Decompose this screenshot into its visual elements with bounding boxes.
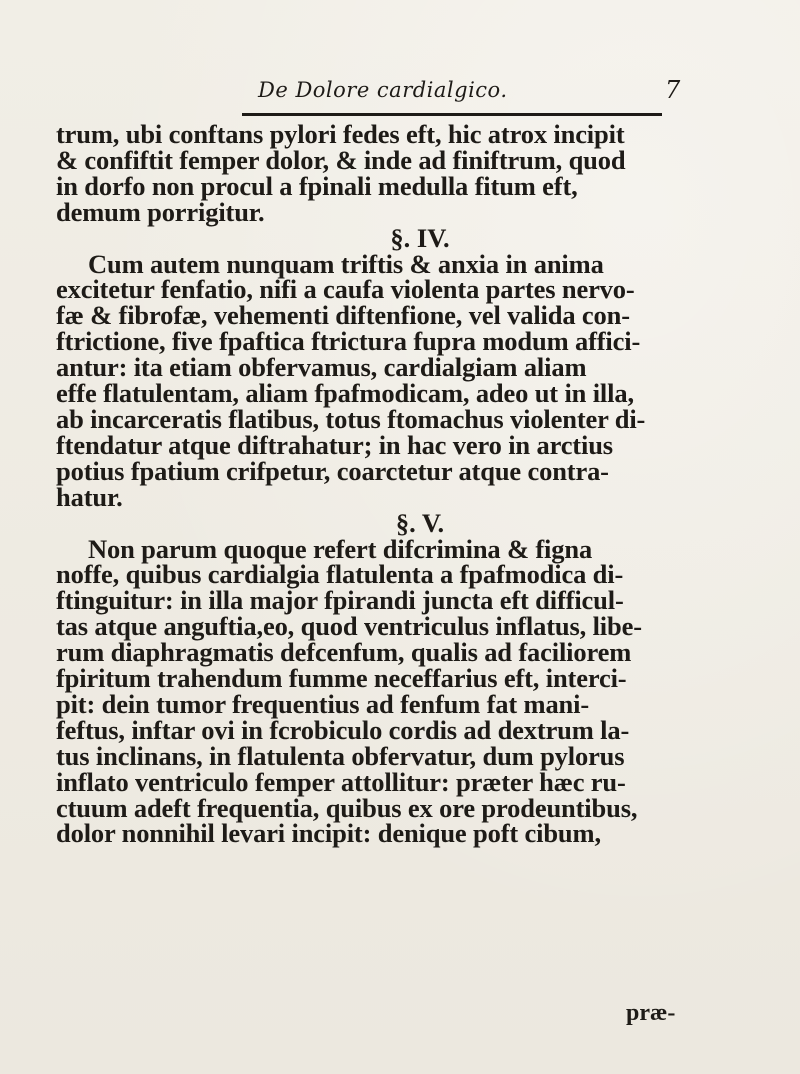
text-line: hatur. [56,481,123,512]
body-text [56,119,744,849]
text-line: potius fpatium crifpetur, coarctetur atque contra- [56,455,609,486]
page-header [0,78,800,108]
text-line: Cum autem nunquam triftis & anxia in anima [88,248,604,279]
text-line: fæ & fibrofæ, vehementi diftenfione, vel valida con- [56,300,630,331]
text-line: tas atque anguftia,eo, quod ventriculus inflatus, libe- [56,611,642,642]
paragraph-1 [56,119,744,227]
text-line: antur: ita etiam obfervamus, cardialgiam aliam [56,352,587,383]
text-line: ab incarceratis flatibus, totus ftomachus violenter di- [56,403,646,434]
section-heading-iv: §. IV. [390,222,450,253]
text-line: ftendatur atque diftrahatur; in hac vero in arctius [56,429,613,460]
text-line: tus inclinans, in flatulenta obfervatur, dum pylorus [56,740,625,771]
text-line: & confiftit femper dolor, & inde ad finiftrum, quod [56,144,626,175]
catchword: præ- [626,1000,676,1026]
text-line: demum porrigitur. [56,196,265,227]
text-line: noffe, quibus cardialgia flatulenta a fpafmodica di- [56,559,624,590]
text-line: Non parum quoque refert difcrimina & figna [88,533,593,564]
text-line: trum, ubi conftans pylori fedes eft, hic atrox incipit [56,119,625,149]
paragraph-2 [56,248,744,512]
text-line: inflato ventriculo femper attollitur: præter hæc ru- [56,766,626,797]
text-line: in dorfo non procul a fpinali medulla fitum eft, [56,170,578,201]
text-line: rum diaphragmatis defcenfum, qualis ad faciliorem [56,637,632,668]
paragraph-3 [56,533,744,849]
text-line: effe flatulentam, aliam fpafmodicam, adeo ut in illa, [56,378,634,409]
page-number: 7 [665,76,681,104]
text-line: feftus, inftar ovi in fcrobiculo cordis ad dextrum la- [56,714,630,745]
header-rule [242,113,662,116]
text-line: ftrictione, five fpaftica ftrictura fupra modum affici- [56,326,641,357]
text-line: dolor nonnihil levari incipit: denique poft cibum, [56,818,601,849]
text-line: ftinguitur: in illa major fpirandi juncta eft difficul- [56,585,624,616]
running-title: De Dolore cardialgico. [258,78,508,102]
text-line: fpiritum trahendum fumme neceffarius eft, interci- [56,663,627,694]
text-line: pit: dein tumor frequentius ad fenfum fat mani- [56,688,590,719]
section-heading-v: §. V. [395,507,445,538]
text-line: excitetur fenfatio, nifi a caufa violenta partes nervo- [56,274,635,305]
text-line: ctuum adeft frequentia, quibus ex ore prodeuntibus, [56,792,638,823]
